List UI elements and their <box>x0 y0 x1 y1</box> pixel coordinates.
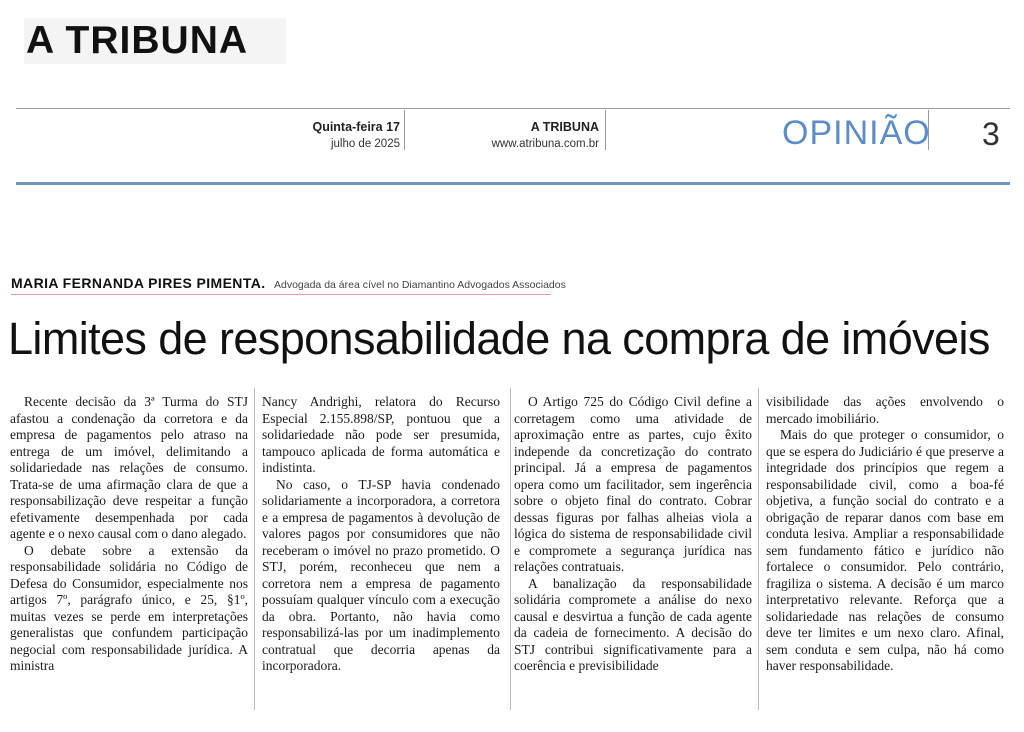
issue-date: Quinta-feira 17 <box>312 120 400 134</box>
column-rule <box>510 388 511 710</box>
author-name: MARIA FERNANDA PIRES PIMENTA. <box>11 275 266 291</box>
article-headline: Limites de responsabilidade na compra de imóveis <box>8 313 990 364</box>
publication-name: A TRIBUNA <box>530 120 599 134</box>
article-paragraph: No caso, o TJ-SP havia condenado solidariamente a incorporadora, a corretora e a empresa de pagamentos à devolução de valores pagos por consumidores que não receberam o imóvel no prazo prometido. O STJ, porém, reconheceu que nem a corretora nem a empresa de pagamento possuíam qualquer vínculo com a execução da obra. Portanto, não havia como responsabilizá-las por um inadimplemento contratual que decorria apenas da incorporadora. <box>262 476 500 673</box>
article-paragraph: visibilidade das ações envolvendo o mercado imobiliário. <box>766 394 1004 426</box>
article-paragraph: O debate sobre a extensão da responsabilidade solidária no Código de Defesa do Consumidor, especialmente nos artigos 7º, parágrafo único, e 25, §1º, muitas vezes se perde em interpretações generalistas que confundem participação negocial com responsabilidade jurídica. A ministra <box>10 542 248 673</box>
article-column-3 <box>514 394 752 675</box>
article-paragraph: Nancy Andrighi, relatora do Recurso Especial 2.155.898/SP, pontuou que a solidariedade não pode ser presumida, tampouco aplicada de forma automática e indistinta. <box>262 394 500 475</box>
article-paragraph: O Artigo 725 do Código Civil define a corretagem como uma atividade de aproximação entre as partes, cujo êxito independe da concretização do contrato principal. Já a empresa de pagamentos opera como um facilitador, sem ingerência sobre o objeto final do contrato. Cobrar dessas figuras por falhas alheias viola a lógica do sistema de responsabilidade civil e compromete a segurança jurídica nas relações contratuais. <box>514 394 752 574</box>
author-role: Advogada da área cível no Diamantino Advogados Associados <box>273 279 566 291</box>
header-divider <box>605 110 606 150</box>
section-title: OPINIÃO <box>782 114 931 152</box>
section-rule <box>16 182 1010 185</box>
issue-month-year: julho de 2025 <box>330 138 400 150</box>
article-column-2 <box>262 394 500 675</box>
article-column-1 <box>10 394 248 675</box>
header-top-rule <box>16 108 1010 109</box>
column-rule <box>254 388 255 710</box>
byline-rule <box>11 294 551 295</box>
page-number: 3 <box>982 116 1000 152</box>
column-rule <box>758 388 759 710</box>
article-column-4 <box>766 394 1004 675</box>
article-paragraph: Mais do que proteger o consumidor, o que se espera do Judiciário é que preserve a integridade dos princípios que regem a responsabilidade civil, como a boa-fé objetiva, a função social do contrato e a obrigação de reparar danos com base em conduta lesiva. Ampliar a responsabilidade sem fundamento fático e jurídico não fortalece o consumidor. Pelo contrário, fragiliza o sistema. A decisão é um marco interpretativo relevante. Reforça que a solidariedade nas relações de consumo deve ter limites e um nexo claro. Afinal, sem conduta e sem culpa, não há como haver responsabilidade. <box>766 427 1004 673</box>
article-paragraph: A banalização da responsabilidade solidária compromete a análise do nexo causal e desvirtua a função de cada agente da cadeia de fornecimento. A decisão do STJ contribui significativamente para a coerência e previsibilidade <box>514 575 752 673</box>
masthead-logo: A TRIBUNA <box>24 18 286 64</box>
byline <box>11 275 566 293</box>
publication-website[interactable]: www.atribuna.com.br <box>491 138 599 150</box>
article-paragraph: Recente decisão da 3ª Turma do STJ afastou a condenação da corretora e da empresa de pagamentos pelo atraso na entrega de um imóvel, delimitando a solidariedade nas relações de consumo. Trata-se de uma afirmação clara de que a responsabilização deve respeitar a função efetivamente desempenhada por cada agente e o nexo causal com o dano alegado. <box>10 394 248 541</box>
header-divider <box>404 110 405 150</box>
